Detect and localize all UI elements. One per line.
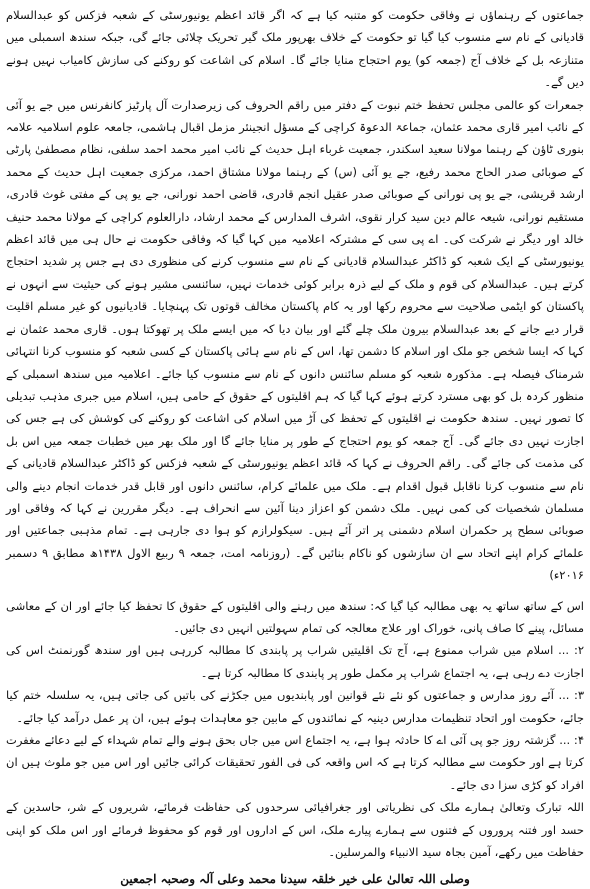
prayer-paragraph: اللہ تبارک وتعالیٰ ہمارے ملک کی نظریاتی اور جغرافیائی سرحدوں کی حفاظت فرمائے، شریروں کے شر، حاسدین کے حسد اور فتنہ پروروں کے فتنوں سے ہمارے پیارے ملک، اس کے اداروں اور قوم کو محفوظ فرمائے اور اس ملک کو اپنی حفاظت میں رکھے، آمین بجاہ سید الانبیاء والمرسلین۔ <box>6 800 584 860</box>
demand-item-3: ۳: ... آئے روز مدارس و جماعتوں کو نئے نئے قوانین اور پابندیوں میں جکڑنے کی باتیں کی جاتی ہیں، یہ سلسلہ ختم کیا جائے، حکومت اور اتحاد تنظیمات مدارس دینیہ کے نمائندوں کے مابین جو معاہدات ہوئے ہیں، ان پر عمل درآمد کیا جائے۔ <box>6 688 584 725</box>
closing-benediction: وصلی اللہ تعالیٰ علی خیر خلقہ سیدنا محمد وعلی آلہ وصحبہ اجمعین <box>120 872 470 887</box>
demand-item-2: ۲: ... اسلام میں شراب ممنوع ہے، آج تک اقلیتیں شراب پر پابندی کا مطالبہ کررہی ہیں اور سندھ گورنمنٹ اس کی اجازت دے رہی ہے، یہ اجتماع شراب پر مکمل طور پر پابندی کا مطالبہ کرتا ہے۔ <box>6 643 584 680</box>
document-page <box>6 4 584 887</box>
demand-item-4: ۴: ... گزشتہ روز جو پی آئی اے کا حادثہ ہوا ہے، یہ اجتماع اس میں جاں بحق ہونے والے تمام شہداء کے لیے دعائے مغفرت کرتا ہے اور حکومت سے مطالبہ کرتا ہے کہ اس واقعہ کی فی الفور تحقیقات کرائی جائیں اور اس میں جو ملوث ہیں ان افراد کو کڑی سزا دی جائے۔ <box>6 733 584 792</box>
section-gap <box>6 587 584 595</box>
conference-paragraph: جمعرات کو عالمی مجلس تحفظ ختم نبوت کے دفتر میں راقم الحروف کی زیرصدارت آل پارٹیز کانفرنس میں جے یو آئی کے نائب امیر قاری محمد عثمان، جماعۃ الدعوۃ کراچی کے مسؤل انجینئر مزمل اقبال ہاشمی، جامعہ علوم اسلامیہ علامہ بنوری ٹاؤن کے رہنما مولانا سعید اسکندر، جمعیت غرباء اہل حدیث کے نائب امیر محمد احمد سلفی، نظام مصطفیٰ پارٹی کے صوبائی صدر الحاج محمد رفیع، جے یو آئی (س) کے رہنما مولانا مشتاق احمد، مرکزی جمعیت اہل حدیث کے محمد ارشد قریشی، جے یو پی نورانی کے صوبائی صدر عقیل انجم قادری، قاضی احمد نورانی، جے یو پی کے مفتی غوث قادری، مستقیم نورانی، شیعہ عالم دین سید کرار نقوی، اشرف المدارس کے محمد ارشاد، دارالعلوم کراچی کے مولانا محمد حنیف خالد اور دیگر نے شرکت کی۔ اے پی سی کے مشترکہ اعلامیہ میں کہا گیا کہ وفاقی حکومت نے حال ہی میں قائد اعظم یونیورسٹی کے ایک شعبہ کو ڈاکٹر عبدالسلام قادیانی کے نام سے منسوب کرنے کی منظوری دی ہے جس پر شدید احتجاج کرتے ہیں۔ عبدالسلام کی قوم و ملک کے لیے ذرہ برابر کوئی خدمات نہیں، سائنسی مشیر ہونے کی حیثیت سے انہوں نے پاکستان کو ایٹمی صلاحیت سے محروم رکھا اور یہ کام پاکستان مخالف قوتوں تک پہنچایا۔ قادیانیوں کو غیر مسلم اقلیت قرار دیے جانے کے بعد عبدالسلام بیرون ملک چلے گئے اور بیان دیا کہ میں ایسے ملک پر تھوکتا ہوں۔ قاری محمد عثمان نے کہا کہ ایسا شخص جو ملک اور اسلام کا دشمن تھا، اس کے نام سے ہائی پاکستان کے کسی شعبہ کو منسوب کرنا انتہائی شرمناک فیصلہ ہے۔ مذکورہ شعبہ کو مسلم سائنس دانوں کے نام سے منسوب کیا جائے۔ اعلامیہ میں سندھ اسمبلی کے منظور کردہ بل کو بھی مسترد کرتے ہوئے کہا گیا کہ ہم اقلیتوں کے حقوق کے حامی ہیں، اسلام میں جبری مذہب تبدیلی کا تصور نہیں۔ سندھ حکومت نے اقلیتوں کے تحفظ کی آڑ میں اسلام کی اشاعت کو روکنے کی کوشش کی ہے جس کی اجازت نہیں دی جائے گی۔ آج جمعہ کو یوم احتجاج کے طور پر منایا جائے گا اور ملک بھر میں خطبات جمعہ میں اس بل کی مذمت کی جائے گی۔ راقم الحروف نے کہا کہ قائد اعظم یونیورسٹی کے شعبہ فزکس کو ڈاکٹر عبدالسلام قادیانی کے نام سے منسوب کرنا ناقابل قبول اقدام ہے۔ ملک میں علمائے کرام، سائنس دانوں اور قابل قدر خدمات انجام دینے والی مسلمان شخصیات کی کمی نہیں۔ ملک دشمن کو اعزاز دینا آئین سے انحراف ہے۔ دیگر مقررین نے کہا کہ وفاقی اور صوبائی سطح پر حکمران اسلام دشمنی پر اتر آئے ہیں۔ سیکولرازم کو ہوا دی جارہی ہے۔ تمام مذہبی جماعتیں اور علمائے کرام اپنے اتحاد سے ان سازشوں کو ناکام بنائیں گے۔ (روزنامہ امت، جمعہ ۹ ربیع الاول ۱۴۳۸ھ مطابق ۹ دسمبر ۲۰۱۶ء) <box>6 97 584 583</box>
demands-paragraph: اس کے ساتھ ساتھ یہ بھی مطالبہ کیا گیا کہ: سندھ میں رہنے والی اقلیتوں کے حقوق کا تحفظ کیا جائے اور ان کے معاشی مسائل، پینے کا صاف پانی، خوراک اور علاج معالجہ کی تمام سہولتیں انہیں دی جائیں۔ <box>6 598 584 635</box>
intro-paragraph: جماعتوں کے رہنماؤں نے وفاقی حکومت کو متنبہ کیا ہے کہ اگر قائد اعظم یونیورسٹی کے شعبہ فزکس کو عبدالسلام قادیانی کے نام سے منسوب کیا گیا تو حکومت کے خلاف بھرپور ملک گیر تحریک چلائی جائے گی، جبکہ سندھ اسمبلی میں متنازعہ بل کے خلاف آج (جمعہ کو) یوم احتجاج منایا جائے گا۔ اسلام کی اشاعت کو روکنے کی سازش کامیاب نہیں ہونے دیں گے۔ <box>6 8 584 90</box>
